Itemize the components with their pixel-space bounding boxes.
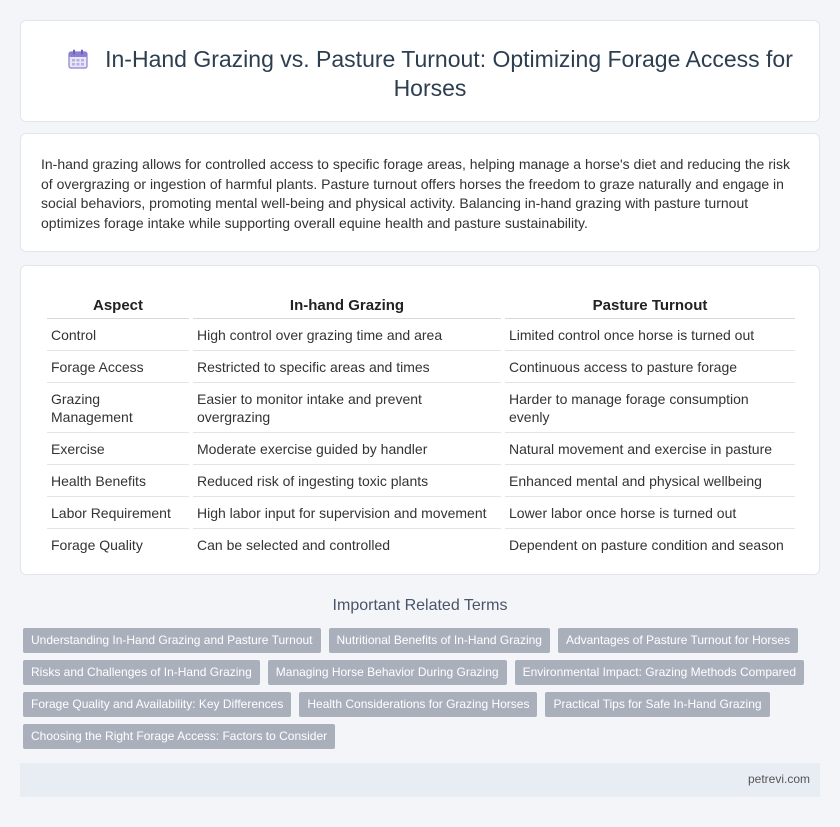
table-cell-in-hand: High control over grazing time and area xyxy=(193,319,501,351)
table-cell-aspect: Control xyxy=(47,319,189,351)
table-cell-in-hand: Can be selected and controlled xyxy=(197,537,391,553)
related-term-tag[interactable]: Risks and Challenges of In-Hand Grazing xyxy=(23,660,260,685)
related-term-tag[interactable]: Practical Tips for Safe In-Hand Grazing xyxy=(545,692,769,717)
related-term-tag[interactable]: Choosing the Right Forage Access: Factors to Consider xyxy=(23,724,335,749)
table-cell-pasture: Dependent on pasture condition and season xyxy=(509,537,784,553)
related-term-tag[interactable]: Health Considerations for Grazing Horses xyxy=(299,692,537,717)
table-cell-aspect: Labor Requirement xyxy=(47,497,189,529)
table-cell-aspect: Forage Access xyxy=(47,351,189,383)
table-row xyxy=(47,351,795,383)
table-row xyxy=(47,383,795,433)
table-cell-in-hand: Reduced risk of ingesting toxic plants xyxy=(193,465,501,497)
table-cell-pasture: Natural movement and exercise in pasture xyxy=(505,433,795,465)
table-cell-aspect: Grazing Management xyxy=(47,383,189,433)
calendar-icon xyxy=(67,48,89,70)
related-term-tag[interactable]: Environmental Impact: Grazing Methods Compared xyxy=(515,660,804,685)
related-terms-list xyxy=(23,628,823,756)
table-row xyxy=(47,465,795,497)
table-row xyxy=(47,529,795,560)
table-row xyxy=(47,319,795,351)
table-row xyxy=(47,433,795,465)
related-term-tag[interactable]: Nutritional Benefits of In-Hand Grazing xyxy=(329,628,550,653)
related-term-tag[interactable]: Forage Quality and Availability: Key Differences xyxy=(23,692,291,717)
table-cell-in-hand: High labor input for supervision and movement xyxy=(193,497,501,529)
table-cell-pasture: Enhanced mental and physical wellbeing xyxy=(505,465,795,497)
related-term-tag[interactable]: Advantages of Pasture Turnout for Horses xyxy=(558,628,798,653)
table-cell-pasture: Continuous access to pasture forage xyxy=(505,351,795,383)
table-cell-aspect: Exercise xyxy=(47,433,189,465)
title-wrap xyxy=(61,45,799,103)
related-term-tag[interactable]: Managing Horse Behavior During Grazing xyxy=(268,660,507,685)
footer xyxy=(20,763,820,797)
intro-card xyxy=(20,133,820,252)
comparison-table-card xyxy=(20,265,820,575)
column-header-aspect: Aspect xyxy=(47,297,189,319)
related-terms-heading: Important Related Terms xyxy=(332,597,508,614)
table-cell-in-hand: Restricted to specific areas and times xyxy=(193,351,501,383)
table-row xyxy=(47,497,795,529)
comparison-table xyxy=(43,297,799,560)
intro-paragraph: In-hand grazing allows for controlled access to specific forage areas, helping manage a horse's diet and reducing the risk of overgrazing or ingestion of harmful plants. Pasture turnout offers horses the freedom to graze naturally and engage in social behaviors, promoting mental well-being and physical activity. Balancing in-hand grazing with pasture turnout optimizes forage intake while supporting overall equine health and pasture sustainability. xyxy=(41,156,790,231)
table-cell-aspect: Forage Quality xyxy=(51,537,143,553)
footer-site-link[interactable]: petrevi.com xyxy=(747,772,810,786)
page-title-text: In-Hand Grazing vs. Pasture Turnout: Optimizing Forage Access for Horses xyxy=(105,46,793,101)
column-header-pasture: Pasture Turnout xyxy=(505,297,795,319)
column-header-in-hand: In-hand Grazing xyxy=(193,297,501,319)
page-title xyxy=(61,45,799,103)
table-cell-pasture: Limited control once horse is turned out xyxy=(505,319,795,351)
table-cell-in-hand: Moderate exercise guided by handler xyxy=(193,433,501,465)
table-header-row xyxy=(47,297,795,319)
table-cell-pasture: Harder to manage forage consumption evenly xyxy=(505,383,795,433)
related-term-tag[interactable]: Understanding In-Hand Grazing and Pasture Turnout xyxy=(23,628,321,653)
table-cell-pasture: Lower labor once horse is turned out xyxy=(505,497,795,529)
table-cell-aspect: Health Benefits xyxy=(47,465,189,497)
table-cell-in-hand: Easier to monitor intake and prevent overgrazing xyxy=(193,383,501,433)
header-card xyxy=(20,20,820,122)
